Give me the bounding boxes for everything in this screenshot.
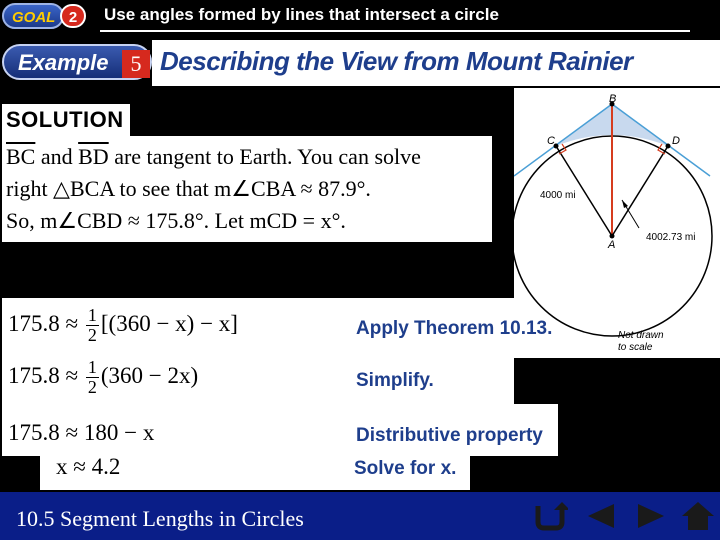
and-word: and — [35, 144, 79, 169]
step-2-lhs: 175.8 ≈ — [8, 362, 79, 388]
triangle-right-icon — [632, 500, 668, 532]
step-4-reason: Solve for x. — [354, 458, 457, 479]
return-arrow-icon — [532, 500, 568, 532]
example-number: 5 — [122, 50, 150, 78]
goal-number: 2 — [60, 4, 86, 28]
step-1-lhs: 175.8 ≈ — [8, 310, 79, 336]
section-title: 10.5 Segment Lengths in Circles — [16, 506, 304, 531]
step-2-rhs: (360 − 2x) — [100, 362, 199, 388]
step-1-den: 2 — [87, 325, 97, 345]
header-divider — [100, 30, 690, 32]
ray-bc: $\overline{BC}$ — [6, 144, 36, 169]
label-d: D — [672, 135, 680, 147]
label-c: C — [547, 135, 555, 147]
return-button[interactable] — [532, 500, 568, 532]
step-1-fraction — [86, 306, 99, 345]
step-2-num: 1 — [87, 357, 97, 377]
radius-label: 4000 mi — [540, 190, 576, 201]
lesson-goal-title: Use angles formed by lines that intersect a circle — [104, 5, 499, 24]
home-icon — [680, 500, 716, 532]
footer-bar — [0, 492, 720, 540]
triangle-left-icon — [584, 500, 620, 532]
solution-line-3: So, m∠CBD ≈ 175.8°. Let mCD = x°. — [6, 208, 346, 233]
example-label: Example — [18, 50, 109, 75]
previous-slide-button[interactable] — [584, 500, 620, 532]
solution-heading: SOLUTION — [6, 107, 124, 132]
step-2-equation — [8, 358, 198, 397]
step-1-reason: Apply Theorem 10.13. — [356, 318, 553, 339]
step-2-reason: Simplify. — [356, 370, 434, 391]
step-2-fraction — [86, 358, 99, 397]
line1-rest: are tangent to Earth. You can solve — [108, 144, 421, 169]
radius-ad — [612, 146, 668, 236]
step-3-reason: Distributive property — [356, 425, 543, 446]
arrowhead — [622, 200, 628, 208]
example-title-box — [152, 40, 720, 86]
solution-line-2: right △BCA to see that m∠CBA ≈ 87.9°. — [6, 176, 371, 201]
tangent-bd — [612, 104, 710, 176]
example-pill — [2, 44, 152, 80]
point-d — [666, 144, 671, 149]
step-4-equation: x ≈ 4.2 — [56, 454, 121, 479]
step-3-equation: 175.8 ≈ 180 − x — [8, 420, 155, 445]
note-line-2: to scale — [618, 342, 653, 353]
step-1-rhs: [(360 − x) − x] — [100, 310, 238, 336]
step-1-equation — [8, 306, 238, 345]
ray-bd: $\overline{BD}$ — [78, 144, 109, 169]
label-b: B — [609, 93, 617, 105]
example-title: Describing the View from Mount Rainier — [160, 46, 633, 76]
note-line-1: Not drawn — [618, 330, 664, 341]
goal-label: GOAL — [12, 9, 56, 26]
next-slide-button[interactable] — [632, 500, 668, 532]
home-button[interactable] — [680, 500, 716, 532]
goal-badge — [2, 3, 88, 29]
tangent-bc — [514, 104, 612, 176]
label-a: A — [608, 239, 616, 251]
step-1-num: 1 — [87, 305, 97, 325]
point-a — [610, 234, 615, 239]
solution-heading-box — [2, 104, 130, 136]
goal-pill — [2, 3, 64, 29]
example-bar — [0, 40, 720, 86]
solution-text-box — [2, 136, 492, 242]
distance-label: 4002.73 mi — [646, 232, 696, 243]
solution-line-1 — [6, 144, 421, 170]
step-2-den: 2 — [87, 377, 97, 397]
